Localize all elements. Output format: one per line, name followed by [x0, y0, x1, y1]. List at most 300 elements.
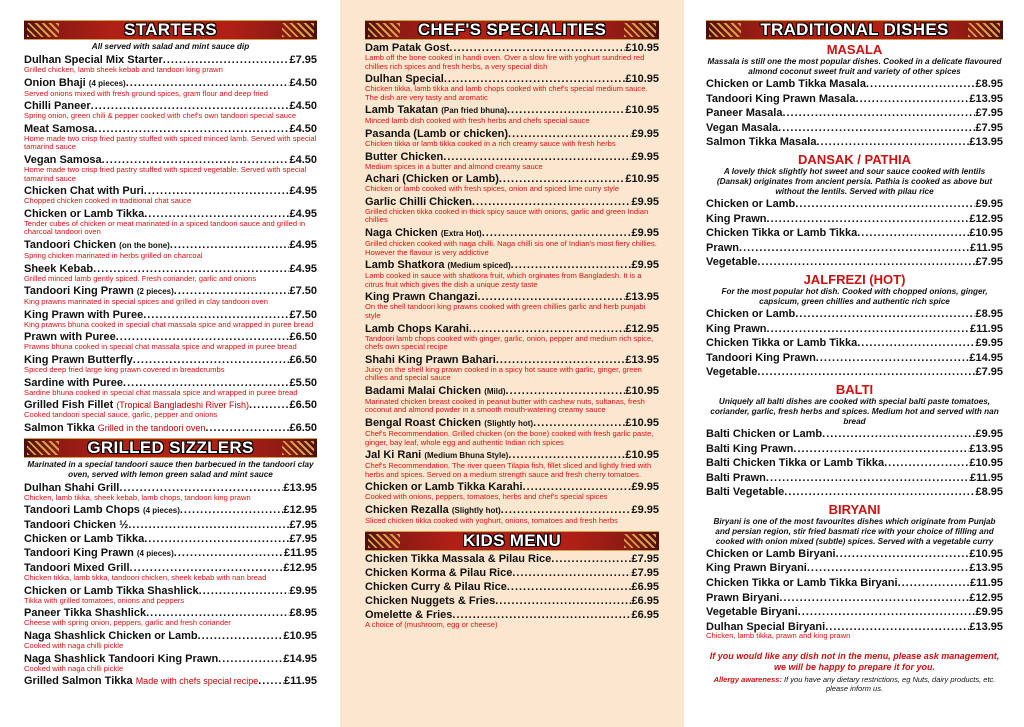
menu-item-description: Tender cubes of chicken or meat marinated in a spiced tandoori sauce and grilled in charcoal tandoori oven [24, 218, 306, 237]
menu-item-name: Vegetable [706, 366, 758, 379]
menu-item [24, 208, 317, 237]
menu-item-description: Minced lamb dish cooked with fresh herbs and chefs special sauce [365, 116, 590, 126]
leader-dots [452, 609, 631, 621]
allergy-notice [706, 675, 1003, 693]
menu-item-price: £5.50 [289, 376, 317, 389]
menu-item-name-text: Chicken Nuggets & Fries [365, 594, 496, 607]
starters-banner [24, 20, 317, 40]
menu-item [706, 547, 1003, 562]
menu-item-price: £10.95 [969, 547, 1003, 560]
menu-item-price: £7.95 [289, 533, 317, 546]
menu-item-name-text: Naga Chicken [365, 226, 438, 239]
starters-banner-title: STARTERS [124, 20, 217, 39]
menu-item-row [706, 241, 1003, 256]
menu-item-name-text: Prawn with Puree [24, 331, 116, 344]
menu-item-name-text: Onion Bhaji [24, 76, 86, 89]
menu-item-row [706, 456, 1003, 471]
leader-dots [495, 595, 631, 607]
chefs-banner [365, 20, 659, 40]
leader-dots [218, 653, 283, 665]
menu-item-price: £9.95 [631, 127, 659, 140]
menu-item [365, 553, 659, 565]
menu-item-name-text: Lamb Takatan [365, 104, 439, 117]
menu-item-row [365, 323, 659, 335]
section-subtitle: Biryani is one of the most favourites dishes which originate from Punjab and persian region, stir fried basmati rice with your choice of filling and cooked with onion mixed (subtle) spices. Served with a vegetable curry [713, 516, 996, 546]
leader-dots [472, 196, 631, 208]
menu-item [706, 605, 1003, 620]
menu-item-description: Juicy on the shell king prawn cooked in a spicy hot sauce with garlic, ginger, green chillies and special sauce [365, 364, 642, 383]
menu-item-name-text: Chicken Korma & Pilau Rice [365, 566, 513, 579]
leader-dots [782, 106, 975, 121]
menu-item-row [365, 227, 659, 240]
menu-item-price: £13.95 [969, 136, 1003, 149]
menu-item-note: Grilled in the tandoori oven [97, 422, 206, 433]
menu-item-description: Medium spices in a butter and almond creamy sauce [365, 161, 543, 171]
menu-item-row [365, 567, 659, 579]
menu-item-name-text: Chicken or Lamb Tikka [24, 533, 145, 546]
leader-dots [766, 471, 970, 486]
menu-item-price: £6.50 [289, 331, 317, 344]
menu-item-name-text: Achari (Chicken or Lamb) [365, 173, 499, 186]
menu-item [706, 77, 1003, 92]
leader-dots [533, 417, 625, 429]
menu-item [706, 351, 1003, 366]
menu-item-name [365, 323, 469, 335]
menu-item [706, 226, 1003, 241]
menu-item-name [365, 151, 443, 163]
menu-item-description: King prawns marinated in special spices and grilled in clay tandoori oven [24, 297, 268, 307]
leader-dots [249, 399, 289, 411]
leader-dots [198, 630, 284, 642]
menu-item-price: £11.95 [283, 547, 317, 560]
menu-item-name-text: Jal Ki Rani [365, 449, 422, 462]
menu-item [24, 607, 317, 628]
menu-item-name-text: Lamb Shatkora [365, 259, 445, 272]
menu-item-description: Cheese with spring onion, peppers, garlic and fresh coriander [24, 618, 231, 628]
sizzlers-subtitle: Marinated in a special tandoori sauce then barbecued in the tandoori clay oven, served with lemon green salad and mint sauce [27, 459, 314, 479]
menu-item-price: £11.95 [283, 675, 317, 688]
menu-item-name-text: Bengal Roast Chicken [365, 417, 482, 430]
menu-item-row [706, 106, 1003, 121]
menu-item-description: Grilled chicken, lamb sheek kebab and tandoori king prawn [24, 65, 223, 74]
menu-item-price: £4.95 [289, 207, 317, 220]
leader-dots [795, 197, 975, 212]
menu-item [24, 285, 317, 307]
menu-item-name-text: Naga Shashlick Tandoori King Prawn [24, 652, 219, 665]
menu-item-row [24, 504, 317, 517]
leader-dots [822, 427, 975, 442]
menu-item [365, 449, 659, 479]
leader-dots [778, 121, 975, 136]
leader-dots [174, 547, 284, 559]
menu-item-name: Chicken or Lamb Tikka Masala [706, 78, 866, 90]
menu-item-name [24, 239, 170, 252]
menu-item [365, 609, 659, 630]
menu-item-row [24, 675, 317, 687]
menu-item-name [24, 653, 218, 665]
menu-item-description: Tikka with grilled tomatoes, onions and peppers [24, 595, 185, 605]
section-subtitle: A lovely thick slightly hot sweet and sour sauce cooked with lentils (Dansak) originates from ancient persia. Pathia is cooked as above but without the lentils. Served with pilau rice [716, 166, 993, 196]
menu-item [24, 504, 317, 517]
menu-item [24, 533, 317, 545]
menu-item-name-text: Tandoori King Prawn [24, 547, 134, 560]
menu-item-price: £10.95 [625, 384, 659, 397]
leader-dots [258, 675, 284, 687]
menu-item-row [706, 591, 1003, 606]
menu-item-price: £9.95 [975, 197, 1003, 210]
menu-item-row [706, 322, 1003, 337]
menu-item-price: £12.95 [625, 322, 659, 335]
menu-item-name [365, 581, 507, 593]
menu-item [706, 336, 1003, 351]
menu-item-name-text: Naga Shashlick Chicken or Lamb [24, 630, 198, 643]
left-panel [0, 0, 340, 727]
menu-item-name [24, 123, 94, 135]
menu-item-name: Chicken or Lamb [706, 307, 796, 320]
leader-dots [443, 151, 631, 163]
menu-item-description: Grilled chicken tikka cooked in thick spicy sauce with onions, garlic and green Indian chillies [365, 206, 649, 225]
menu-item-note: (Slightly hot) [484, 419, 534, 429]
menu-item-price: £10.95 [625, 73, 659, 86]
leader-dots [856, 92, 970, 107]
menu-item-description: Chicken or lamb cooked with fresh spices, onion and spiced lime curry style [365, 184, 620, 194]
menu-item-name-text: Tandoori Chicken [24, 238, 117, 251]
menu-item-row [365, 581, 659, 593]
menu-item-row [706, 365, 1003, 380]
leader-dots [884, 456, 969, 471]
section-heading: MASALA [826, 42, 883, 57]
menu-item-name-text: Shahi King Prawn Bahari [365, 353, 496, 366]
menu-item [24, 377, 317, 398]
menu-item-price: £6.95 [631, 594, 659, 607]
menu-item-note: (Medium spiced) [447, 261, 511, 271]
menu-item-name-text: Meat Samosa [24, 122, 95, 135]
menu-item-name-text: Chicken or Lamb Tikka Karahi [365, 481, 523, 494]
menu-item-name [365, 354, 496, 366]
menu-item-note: (4 pieces) [142, 506, 180, 516]
menu-item-price: £10.95 [625, 104, 659, 117]
menu-item-price: £7.50 [289, 308, 317, 321]
traditional-banner [706, 20, 1003, 40]
menu-item-note: (Slightly hot) [451, 506, 501, 516]
menu-item-description: Grilled chicken cooked with naga chilli. Naga chilli sis one of Indian's most fiery chillies. However the flavour is very addictive [365, 238, 657, 257]
leader-dots [807, 561, 969, 576]
menu-item-row [706, 135, 1003, 150]
menu-item-row [24, 239, 317, 252]
menu-item [365, 151, 659, 172]
menu-item [706, 485, 1003, 500]
menu-item-price: £9.95 [631, 150, 659, 163]
menu-item-row [706, 77, 1003, 92]
menu-item-name: Chicken Tikka or Lamb Tikka Biryani [706, 577, 898, 590]
menu-item [365, 73, 659, 102]
menu-item [24, 239, 317, 261]
menu-item-price: £10.95 [969, 457, 1003, 470]
menu-item-price: £7.95 [975, 107, 1003, 120]
menu-item-row [365, 354, 659, 366]
menu-item [24, 422, 317, 434]
menu-item-description: Spring onion, green chili & pepper cooked with chef's own tandoori special sauce [24, 111, 297, 121]
menu-item-note: Made with chefs special recipe [135, 676, 259, 687]
sizzlers-banner [24, 438, 317, 458]
section-heading: JALFREZI (HOT) [803, 271, 906, 287]
footer-note: If you would like any dish not in the menu, please ask management, we will be happy to prepare it for you. [709, 651, 1000, 673]
menu-item-description: Cooked with onions, peppers, tomatoes, herbs and chef's special spices [365, 492, 608, 502]
menu-item [365, 196, 659, 225]
menu-item-name: Balti Chicken or Lamb [706, 427, 823, 440]
menu-item-note: (Extra Hot) [440, 228, 482, 238]
menu-item-price: £9.95 [631, 226, 659, 239]
menu-item [24, 263, 317, 284]
menu-item [365, 385, 659, 415]
menu-item-price: £12.95 [969, 212, 1003, 225]
leader-dots [507, 104, 625, 116]
menu-item-price: £7.95 [975, 366, 1003, 379]
menu-item-row [365, 609, 659, 621]
menu-item-row [24, 482, 317, 494]
traditional-banner-title: TRADITIONAL DISHES [760, 20, 949, 39]
menu-item [365, 128, 659, 149]
allergy-text: If you have any dietary restrictions, eg Nuts, dairy products, etc. please inform us. [784, 675, 996, 694]
section-subtitle: Massala is still one the most popular dishes. Cooked in a delicate flavoured almond coconut sweet fruit and variety of other spices [707, 57, 1002, 76]
menu-item-price: £9.95 [631, 195, 659, 208]
menu-item-name-text: King Prawn with Puree [24, 308, 144, 321]
menu-item-price: £7.95 [631, 552, 659, 565]
menu-item-price: £12.95 [969, 591, 1003, 604]
menu-item-row [706, 561, 1003, 576]
menu-item-name: King Prawn [706, 212, 767, 225]
menu-item-price: £6.95 [631, 608, 659, 621]
leader-dots [144, 208, 289, 220]
menu-item-name-text: Chicken or Lamb Tikka Shashlick [24, 584, 199, 597]
menu-item-name [24, 377, 123, 389]
menu-item [706, 591, 1003, 606]
menu-item-row [365, 553, 659, 565]
menu-item-name: Balti Prawn [706, 471, 766, 484]
menu-item [706, 197, 1003, 212]
leader-dots [507, 581, 632, 593]
leader-dots [170, 239, 290, 251]
leader-dots [511, 259, 632, 271]
menu-item-name-text: Dulhan Special [365, 73, 444, 86]
menu-item-name [24, 675, 258, 687]
menu-item-description: Cooked with naga chilli pickle [24, 663, 124, 673]
menu-item [24, 630, 317, 651]
section-subtitle: For the most popular hot dish. Cooked with chopped onions, ginger, capsicum, green chillies and authentic rich spice [721, 286, 988, 306]
menu-item [24, 123, 317, 152]
menu-item-price: £6.50 [289, 421, 317, 434]
menu-item [706, 620, 1003, 641]
menu-item [24, 585, 317, 606]
menu-item [24, 185, 317, 206]
menu-item-description: Lamb off the bone cooked in handi oven. Over a slow fire with yoghurt sundried red chillies rich spices and fresh herbs, a very special dish [365, 53, 645, 71]
menu-item-name: King Prawn [706, 322, 767, 335]
leader-dots [482, 227, 632, 239]
menu-item [24, 547, 317, 560]
leader-dots [866, 77, 975, 92]
menu-item-row [706, 605, 1003, 620]
menu-item-price: £10.95 [625, 173, 659, 186]
right-panel [684, 0, 1024, 727]
menu-item-price: £7.95 [631, 566, 659, 579]
menu-item-price: £9.95 [631, 481, 659, 494]
menu-item-name-text: Dulhan Shahi Grill [24, 481, 120, 494]
leader-dots [857, 226, 969, 241]
menu-item-description: King prawns bhuna cooked in special chat massala spice and wrapped in puree bread [24, 319, 314, 329]
leader-dots [793, 442, 969, 457]
allergy-label: Allergy awareness: [713, 675, 782, 685]
menu-item [365, 259, 659, 289]
menu-item-price: £4.50 [289, 76, 317, 89]
menu-item [365, 595, 659, 607]
menu-item-name: Vegan Masala [706, 121, 779, 134]
menu-item-description: Chopped chicken cooked in traditional chat sauce [24, 196, 192, 206]
menu-item [365, 354, 659, 383]
section-heading: BALTI [835, 381, 874, 397]
menu-item-name [365, 196, 472, 208]
menu-item [706, 106, 1003, 121]
menu-item-price: £13.95 [625, 291, 659, 304]
menu-item-description: Chicken tikka, lamb tikka and lamb chops cooked with chef's special medium sauce. The dish are very tasty and aromatic [365, 84, 648, 102]
menu-item-name-text: Chicken Rezalla [365, 504, 449, 517]
menu-item-name [24, 482, 119, 494]
menu-item [24, 519, 317, 531]
section-subtitle: Uniquely all balti dishes are cooked with special balti paste tomatoes, coriander, garlic, fresh herbs and spices. Medium hot and served with nan bread [710, 396, 999, 426]
menu-item-row [24, 208, 317, 220]
menu-item [706, 561, 1003, 576]
leader-dots [757, 365, 975, 380]
menu-item-name-text: Dulhan Special Mix Starter [24, 54, 163, 66]
menu-item-note: (Mild) [484, 386, 506, 396]
menu-item-price: £9.95 [631, 504, 659, 517]
menu-item-description: Lamb cooked in sauce with shatkora fruit, which orginates from Bangladesh. It is a citrus fruit which gives the dish a unique zesty taste [365, 271, 642, 289]
menu-item-price: £11.95 [969, 322, 1003, 335]
menu-item-price: £6.50 [289, 353, 317, 366]
menu-item [24, 309, 317, 330]
menu-item-name-text: Garlic Chilli Chicken [365, 195, 472, 208]
leader-dots [551, 553, 631, 565]
menu-item-row [706, 547, 1003, 562]
menu-item-price: £14.95 [969, 351, 1003, 364]
menu-item [24, 77, 317, 99]
menu-item-price: £7.95 [289, 519, 317, 532]
menu-item-price: £10.95 [625, 42, 659, 54]
menu-item-name [365, 595, 495, 607]
menu-item-price: £7.50 [289, 285, 317, 298]
menu-item [24, 54, 317, 75]
leader-dots [508, 449, 625, 461]
menu-item-name-text: King Prawn Changazi [365, 291, 478, 304]
menu-item-row [24, 77, 317, 90]
menu-item-name-text: Chicken or Lamb Tikka [24, 207, 145, 220]
menu-item-name: Prawn [706, 241, 740, 254]
menu-item-name-text: Lamb Chops Karahi [365, 322, 469, 335]
menu-item [706, 322, 1003, 337]
menu-item-row [24, 309, 317, 321]
leader-dots [757, 255, 975, 270]
menu-item-price: £7.95 [289, 54, 317, 66]
menu-item-name-text: Paneer Tikka Shashlick [24, 607, 147, 620]
menu-item [365, 323, 659, 352]
menu-item-name: Chicken or Lamb [706, 197, 796, 210]
menu-item-description: Chef's Recommendation. The river queen Tilapia fish, fillet sliced and lightly fried with herbs and spices. Served on a medium strength sauce and fresh cherry tomatoes. [365, 461, 652, 479]
menu-item [365, 504, 659, 526]
menu-item-price: £8.95 [975, 307, 1003, 320]
menu-item-name-text: Grilled Salmon Tikka [24, 675, 133, 688]
menu-item-name: Tandoori King Prawn [706, 351, 816, 364]
menu-item-row [24, 519, 317, 531]
menu-item-price: £9.95 [631, 259, 659, 272]
starters-subtitle: All served with salad and mint sauce dip [91, 42, 250, 51]
menu-item-price: £13.95 [969, 92, 1003, 105]
section-heading: DANSAK / PATHIA [798, 151, 911, 167]
leader-dots [123, 377, 289, 389]
menu-item [365, 581, 659, 593]
menu-item-name [24, 504, 180, 517]
leader-dots [816, 351, 970, 366]
leader-dots [784, 485, 975, 500]
menu-item-row [706, 212, 1003, 227]
menu-item-price: £6.95 [631, 580, 659, 593]
middle-panel [340, 0, 684, 727]
menu-item-name [24, 263, 93, 275]
menu-item-name [365, 385, 506, 398]
menu-item-row [706, 255, 1003, 270]
menu-item [24, 482, 317, 503]
chefs-banner-title: CHEF'S SPECIALITIES [417, 20, 607, 39]
menu-item-name-text: Sardine with Puree [24, 376, 124, 389]
menu-item-row [24, 653, 317, 665]
menu-item-description: Chicken, lamb tikka, prawn and king prawn [706, 631, 851, 641]
menu-item-price: £13.95 [969, 620, 1003, 633]
menu-item-price: £4.95 [289, 238, 317, 251]
menu-item-name [24, 533, 144, 545]
menu-item-row [24, 547, 317, 560]
leader-dots [898, 576, 970, 591]
menu-item-name-text: Tandoori Mixed Grill [24, 562, 130, 575]
menu-item-note: (2 pieces) [136, 287, 174, 297]
menu-item [365, 227, 659, 257]
menu-item-name-text: Tandoori Chicken ½ [24, 519, 129, 532]
menu-item-name [24, 77, 126, 90]
menu-item [706, 121, 1003, 136]
menu-item-description: Cooked tandoori special sauce, garlic, pepper and onions [24, 410, 218, 420]
menu-item [706, 307, 1003, 322]
menu-item-row [706, 197, 1003, 212]
menu-item-name: Balti King Prawn [706, 442, 794, 455]
leader-dots [739, 241, 970, 256]
menu-item-description: Sliced chicken tikka cooked with yoghurt, onions, tomatoes and fresh herbs [365, 516, 618, 526]
menu-item-price: £10.95 [625, 449, 659, 462]
menu-item [24, 675, 317, 687]
menu-item [365, 173, 659, 194]
menu-item-row [706, 121, 1003, 136]
menu-item-price: £4.50 [289, 153, 317, 166]
menu-item [706, 456, 1003, 471]
leader-dots [857, 336, 975, 351]
menu-item-name: Vegetable [706, 256, 758, 269]
leader-dots [767, 322, 970, 337]
leader-dots [119, 482, 283, 494]
menu-item-name-text: Pasanda (Lamb or chicken) [365, 127, 509, 140]
menu-item [24, 154, 317, 183]
menu-item-name-text: Tandoori King Prawn [24, 285, 134, 298]
menu-item-name [365, 227, 482, 240]
leader-dots [143, 309, 289, 321]
leader-dots [469, 323, 625, 335]
leader-dots [126, 77, 290, 89]
menu-item-name-text: King Prawn Butterfly [24, 353, 133, 366]
